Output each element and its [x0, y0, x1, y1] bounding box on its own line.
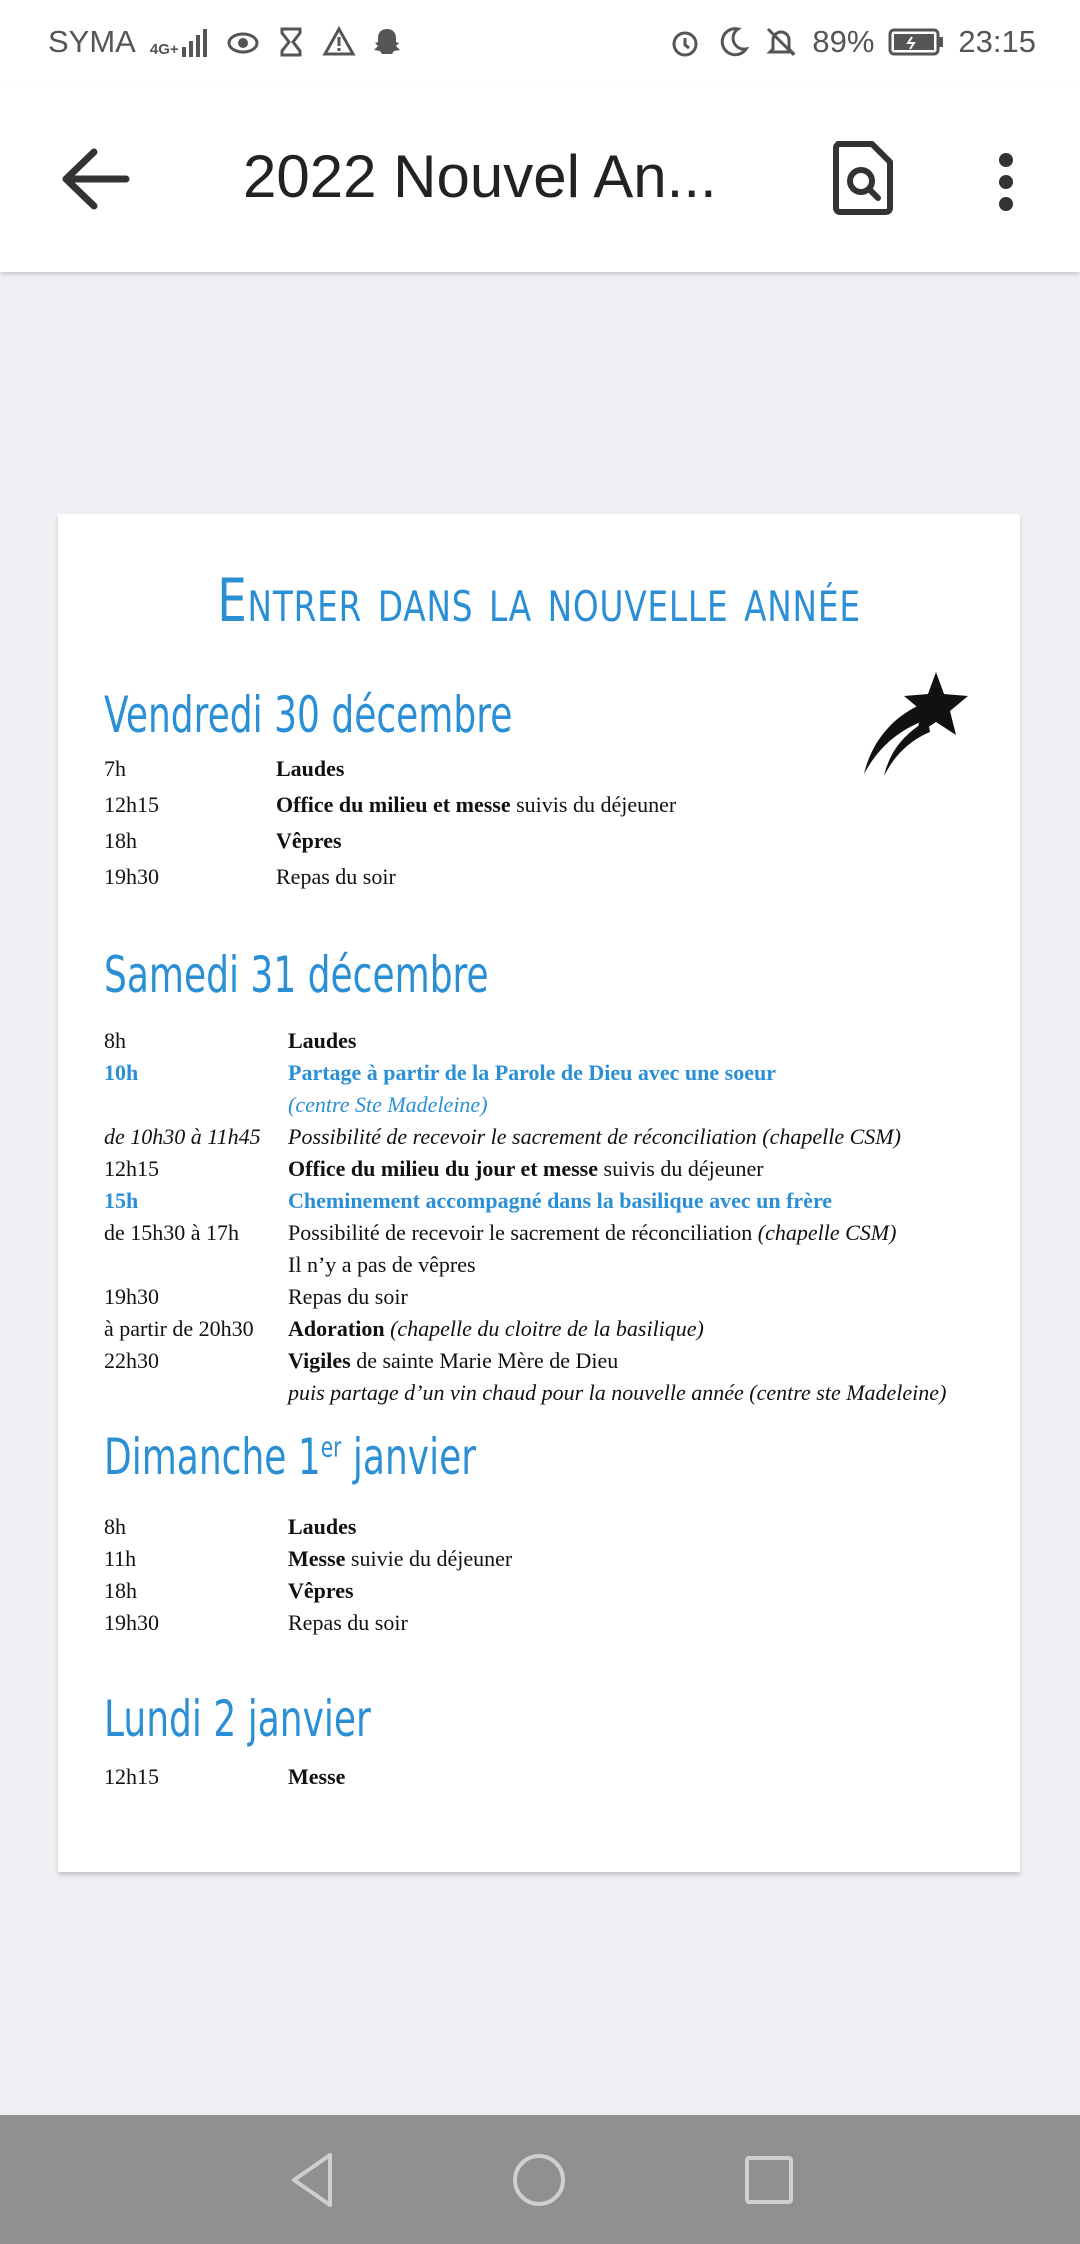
schedule-description: Laudes [288, 1028, 357, 1053]
app-bar [0, 86, 1080, 272]
page-heading: Entrer dans la nouvelle année [217, 566, 861, 636]
schedule-time: 18h [104, 828, 137, 853]
schedule-time: 11h [104, 1546, 137, 1571]
schedule-description: Vêpres [276, 828, 342, 853]
schedule-time: 22h30 [104, 1348, 159, 1373]
back-arrow-icon [60, 148, 130, 210]
nav-home-button[interactable] [508, 2149, 570, 2211]
back-button[interactable] [60, 148, 130, 210]
schedule-description: Repas du soir [288, 1284, 408, 1309]
schedule-description: (centre Ste Madeleine) [288, 1092, 488, 1117]
day-heading: Samedi 31 décembre [104, 946, 489, 1004]
schedule-time: 19h30 [104, 864, 159, 889]
bell-off-icon [764, 25, 798, 59]
schedule-time: 12h15 [104, 1764, 159, 1789]
snapchat-icon [370, 25, 404, 59]
schedule-description: Vêpres [288, 1578, 354, 1603]
schedule-description: puis partage d’un vin chaud pour la nouvelle année (centre ste Madeleine) [288, 1380, 947, 1405]
nav-recents-icon [738, 2149, 800, 2211]
nav-back-button[interactable] [282, 2149, 344, 2211]
schedule-time: 8h [104, 1514, 126, 1539]
clock: 23:15 [958, 24, 1036, 59]
battery-percent: 89% [812, 24, 875, 59]
nav-recents-button[interactable] [738, 2149, 800, 2211]
schedule-description: Vigiles de sainte Marie Mère de Dieu [288, 1348, 619, 1373]
doc-search-icon [832, 140, 894, 216]
schedule-time: 19h30 [104, 1284, 159, 1309]
document-title: 2022 Nouvel An... [243, 143, 717, 210]
more-vert-icon [986, 152, 1026, 212]
day-heading: Lundi 2 janvier [104, 1690, 371, 1748]
moon-icon [716, 25, 750, 59]
schedule-time: 12h15 [104, 792, 159, 817]
status-bar [0, 0, 1080, 86]
document-page[interactable] [58, 514, 1020, 1872]
network-type: 4G+ [149, 41, 179, 58]
alarm-icon [668, 25, 702, 59]
hourglass-icon [274, 25, 308, 59]
schedule-time: de 15h30 à 17h [104, 1220, 240, 1245]
warning-icon [322, 25, 356, 59]
schedule-description: Laudes [276, 756, 345, 781]
nav-home-icon [508, 2149, 570, 2211]
shooting-star-icon [844, 664, 974, 794]
schedule-time: 18h [104, 1578, 137, 1603]
schedule-description: Adoration (chapelle du cloitre de la basilique) [288, 1316, 704, 1341]
eye-icon [226, 25, 260, 59]
schedule-description: Il n’y a pas de vêpres [288, 1252, 476, 1277]
schedule-description: Partage à partir de la Parole de Dieu avec une soeur [288, 1060, 776, 1085]
schedule-description: Laudes [288, 1514, 357, 1539]
day-heading: Vendredi 30 décembre [104, 686, 513, 744]
schedule-description: Repas du soir [276, 864, 396, 889]
schedule-description: Messe [288, 1764, 346, 1789]
schedule-time: 19h30 [104, 1610, 159, 1635]
navigation-bar [0, 2115, 1080, 2244]
signal-icon [182, 27, 212, 57]
day-heading: Dimanche 1er janvier [104, 1428, 477, 1486]
schedule-description: Office du milieu du jour et messe suivis du déjeuner [288, 1156, 764, 1181]
network-indicator [150, 27, 212, 57]
schedule-time: 10h [104, 1060, 139, 1085]
battery-icon [888, 27, 944, 57]
schedule-description: Messe suivie du déjeuner [288, 1546, 513, 1571]
schedule-time: à partir de 20h30 [104, 1316, 254, 1341]
schedule-description: Repas du soir [288, 1610, 408, 1635]
nav-back-icon [282, 2149, 344, 2211]
schedule-time: 8h [104, 1028, 126, 1053]
schedule-time: de 10h30 à 11h45 [104, 1124, 261, 1149]
schedule-time: 15h [104, 1188, 139, 1213]
schedule-description: Possibilité de recevoir le sacrement de réconciliation (chapelle CSM) [288, 1124, 901, 1149]
schedule-time: 12h15 [104, 1156, 159, 1181]
schedule-time: 7h [104, 756, 126, 781]
schedule-description: Cheminement accompagné dans la basilique avec un frère [288, 1188, 833, 1213]
carrier-label: SYMA [48, 24, 136, 59]
search-in-document-button[interactable] [832, 140, 894, 216]
schedule-description: Possibilité de recevoir le sacrement de réconciliation (chapelle CSM) [288, 1220, 897, 1245]
more-options-button[interactable] [986, 152, 1026, 212]
schedule-description: Office du milieu et messe suivis du déjeuner [276, 792, 677, 817]
